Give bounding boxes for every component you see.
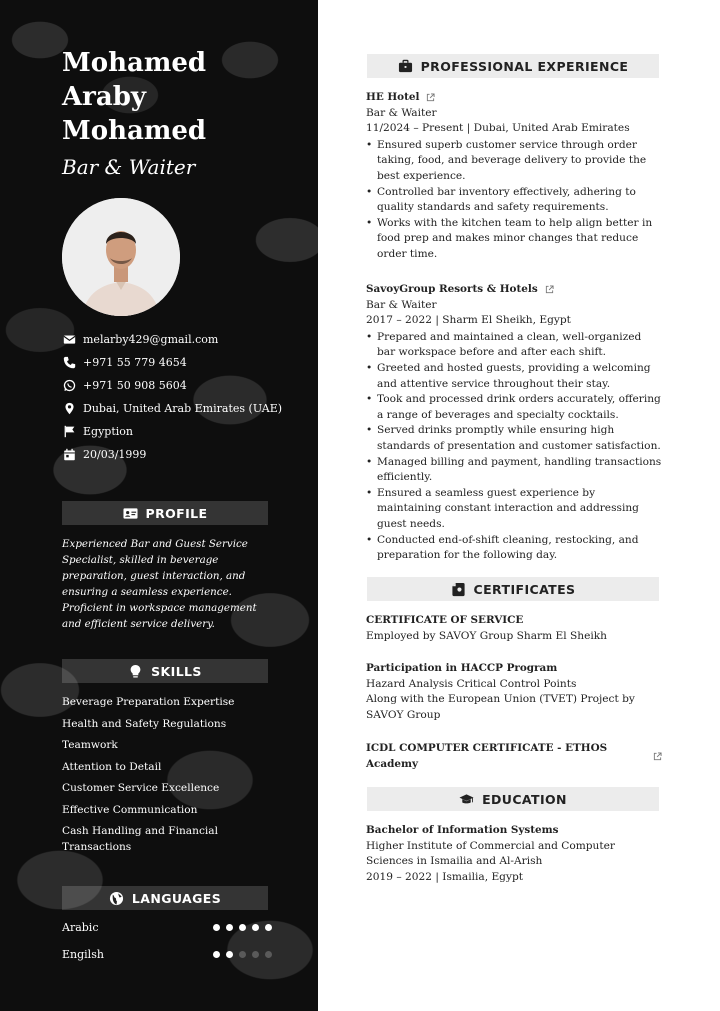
contact-birthdate (62, 443, 302, 466)
language-name: Arabic (62, 921, 99, 934)
job-bullet: • Ensured a seamless guest experience by maintaining constant interaction and addressing guest needs. (366, 486, 662, 533)
job-bullet: • Works with the kitchen team to help align better in food prep and makes minor changes that reduce order time. (366, 216, 662, 263)
education-dates-location: 2019 – 2022 | Ismailia, Egypt (366, 870, 523, 883)
job-title: Bar & Waiter (62, 155, 196, 179)
external-link-icon[interactable] (545, 285, 554, 294)
certificate-title: CERTIFICATE OF SERVICE (366, 614, 524, 626)
profile-heading: PROFILE (145, 505, 208, 521)
profile-photo (62, 198, 180, 316)
certificate-detail: Hazard Analysis Critical Control Points (366, 677, 577, 690)
job-bullets (366, 330, 662, 564)
experience-section-header (367, 54, 659, 78)
certificate-icon (451, 582, 466, 597)
certificate-title-link[interactable] (366, 741, 662, 772)
certificate-detail: Along with the European Union (TVET) Project by SAVOY Group (366, 693, 635, 721)
education-section-header (367, 787, 659, 811)
job-company[interactable] (366, 282, 662, 298)
id-card-icon (123, 506, 138, 521)
job-bullet: • Took and processed drink orders accurately, offering a range of beverages and specialty cocktails. (366, 392, 662, 423)
education-heading: EDUCATION (482, 791, 567, 807)
job-dates-location: 2017 – 2022 | Sharm El Sheikh, Egypt (366, 314, 571, 327)
skills-section-header (62, 659, 268, 683)
job-role: Bar & Waiter (366, 106, 437, 119)
certificate-title: ICDL COMPUTER CERTIFICATE - ETHOS Academy (366, 742, 608, 770)
profile-summary: Experienced Bar and Guest Service Specialist, skilled in beverage preparation, guest interaction, and ensuring a seamless experience. Proficient in workspace management and efficient service delivery. (62, 538, 257, 630)
email-text: melarby429@gmail.com (83, 333, 219, 346)
candidate-name (62, 46, 302, 148)
sidebar (0, 0, 318, 1011)
languages-section-header (62, 886, 268, 910)
skill-item: Health and Safety Regulations (62, 717, 227, 730)
language-name: Engilsh (62, 948, 104, 961)
job-role: Bar & Waiter (366, 298, 437, 311)
experience-heading: PROFESSIONAL EXPERIENCE (420, 58, 629, 74)
level-dot-filled (226, 924, 233, 931)
job-bullet: • Prepared and maintained a clean, well-organized bar workspace before and after each shift. (366, 330, 662, 361)
company-name: HE Hotel (366, 91, 420, 103)
level-dot-filled (265, 924, 272, 931)
job-bullet: • Conducted end-of-shift cleaning, restocking, and preparation for the following day. (366, 533, 662, 564)
location-pin-icon (62, 402, 76, 416)
contact-phone-2[interactable] (62, 374, 302, 397)
job-bullet: • Controlled bar inventory effectively, adhering to quality standards and safety requirements. (366, 185, 662, 216)
contact-email[interactable] (62, 328, 302, 351)
phone-1-text: +971 55 779 4654 (83, 356, 187, 369)
job-dates-location: 11/2024 – Present | Dubai, United Arab Emirates (366, 122, 630, 135)
company-name: SavoyGroup Resorts & Hotels (366, 283, 538, 295)
level-dot-filled (226, 951, 233, 958)
job-company[interactable] (366, 90, 662, 106)
certificate-title: Participation in HACCP Program (366, 662, 558, 674)
level-dot-empty (252, 951, 259, 958)
flag-icon (62, 425, 76, 439)
name-line-1: Mohamed (62, 48, 207, 78)
external-link-icon[interactable] (653, 752, 662, 761)
degree-title: Bachelor of Information Systems (366, 824, 559, 836)
skills-heading: SKILLS (151, 663, 202, 679)
calendar-icon (62, 448, 76, 462)
level-dot-empty (265, 951, 272, 958)
globe-icon (109, 891, 124, 906)
profile-section-header (62, 501, 268, 525)
skill-item: Attention to Detail (62, 760, 162, 773)
phone-2-text: +971 50 908 5604 (83, 379, 187, 392)
certificate-haccp (366, 661, 662, 723)
skill-item: Effective Communication (62, 803, 198, 816)
phone-icon (62, 356, 76, 370)
languages-heading: LANGUAGES (131, 890, 222, 906)
language-row-english (62, 948, 272, 961)
whatsapp-icon (62, 379, 76, 393)
external-link-icon[interactable] (426, 93, 435, 102)
education-entry (366, 823, 662, 885)
birthdate-text: 20/03/1999 (83, 448, 147, 461)
skills-list (62, 694, 274, 861)
nationality-text: Egyption (83, 425, 133, 438)
skill-item: Beverage Preparation Expertise (62, 696, 235, 708)
certificate-detail: Employed by SAVOY Group Sharm El Sheikh (366, 629, 607, 642)
certificates-section-header (367, 577, 659, 601)
skill-item: Teamwork (62, 739, 118, 751)
skill-item: Customer Service Excellence (62, 782, 220, 794)
name-line-3: Mohamed (62, 116, 207, 146)
language-level-dots (207, 924, 272, 931)
contact-list (62, 328, 302, 466)
certificates-heading: CERTIFICATES (473, 581, 576, 597)
job-bullets (366, 138, 662, 263)
job-bullet: • Served drinks promptly while ensuring high standards of presentation and customer satisfaction. (366, 423, 662, 454)
contact-phone-1[interactable] (62, 351, 302, 374)
job-bullet: • Managed billing and payment, handling transactions efficiently. (366, 455, 662, 486)
level-dot-filled (213, 924, 220, 931)
job-bullet: • Greeted and hosted guests, providing a welcoming and attentive service throughout their stay. (366, 361, 662, 392)
job-entry-savoy (366, 282, 662, 564)
level-dot-filled (239, 924, 246, 931)
envelope-icon (62, 333, 76, 347)
graduation-cap-icon (459, 792, 474, 807)
contact-location (62, 397, 302, 420)
certificate-service (366, 613, 662, 644)
location-text: Dubai, United Arab Emirates (UAE) (83, 402, 283, 415)
contact-nationality (62, 420, 302, 443)
certificate-icdl (366, 741, 662, 772)
level-dot-filled (252, 924, 259, 931)
lightbulb-icon (128, 664, 143, 679)
level-dot-filled (213, 951, 220, 958)
level-dot-empty (239, 951, 246, 958)
job-bullet: • Ensured superb customer service through order taking, food, and beverage delivery to provide the best experience. (366, 138, 662, 185)
name-line-2: Araby (62, 82, 147, 112)
skill-item: Cash Handling and Financial Transactions (62, 825, 218, 853)
language-row-arabic (62, 921, 272, 934)
job-entry-he-hotel (366, 90, 662, 263)
school-name: Higher Institute of Commercial and Computer Sciences in Ismailia and Al-Arish (366, 839, 615, 868)
briefcase-icon (398, 59, 413, 74)
language-level-dots (207, 951, 272, 958)
